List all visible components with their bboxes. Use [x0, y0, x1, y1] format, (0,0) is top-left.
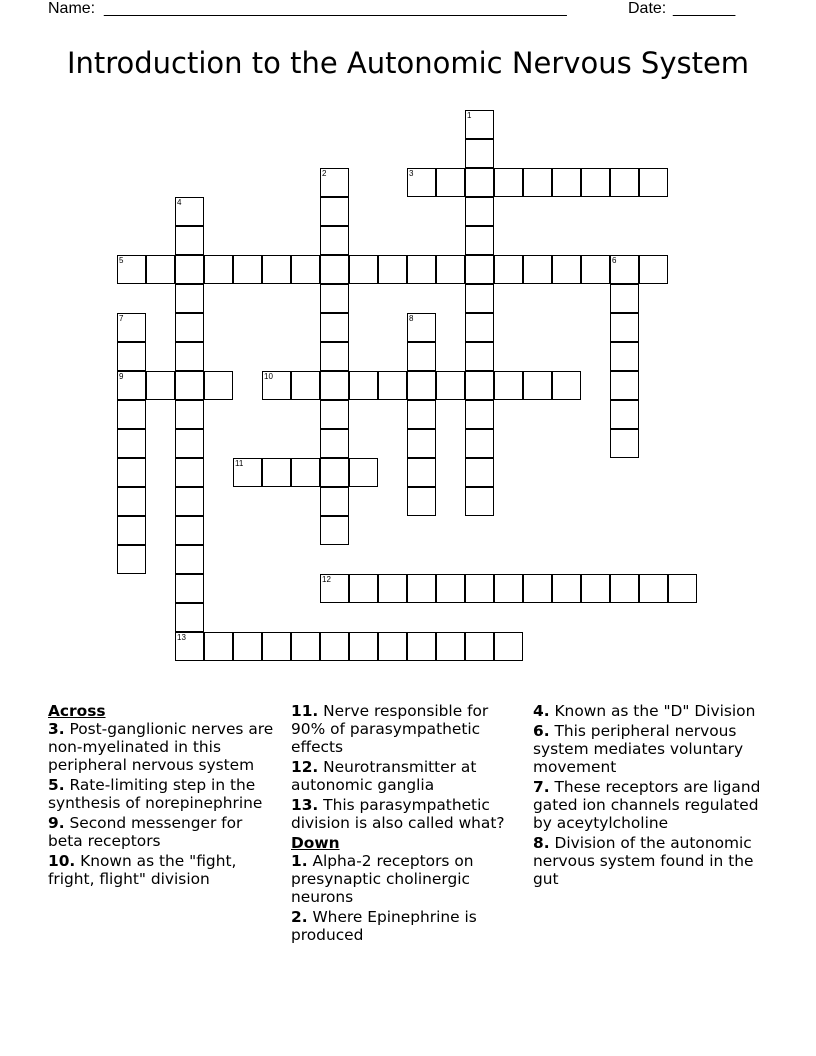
clue-number: 12.	[291, 758, 319, 776]
crossword-cell[interactable]	[175, 487, 204, 516]
crossword-cell[interactable]	[494, 632, 523, 661]
clue-text: Division of the autonomic nervous system found in the gut	[533, 834, 754, 888]
crossword-cell[interactable]	[204, 255, 233, 284]
crossword-cell[interactable]	[320, 458, 349, 487]
crossword-cell[interactable]	[436, 632, 465, 661]
crossword-cell[interactable]	[175, 632, 204, 661]
clue-text: Where Epinephrine is produced	[291, 908, 477, 944]
crossword-cell[interactable]	[320, 487, 349, 516]
clue-down-1	[291, 852, 523, 906]
crossword-cell[interactable]	[552, 574, 581, 603]
crossword-cell[interactable]	[465, 458, 494, 487]
cell-number: 6	[612, 256, 617, 265]
crossword-cell[interactable]	[610, 400, 639, 429]
crossword-cell[interactable]	[610, 371, 639, 400]
crossword-cell[interactable]	[407, 574, 436, 603]
across-heading: Across	[48, 702, 106, 720]
crossword-cell[interactable]	[465, 139, 494, 168]
crossword-cell[interactable]	[465, 487, 494, 516]
crossword-cell[interactable]	[407, 255, 436, 284]
crossword-cell[interactable]	[610, 429, 639, 458]
crossword-cell[interactable]	[407, 313, 436, 342]
crossword-cell[interactable]	[175, 284, 204, 313]
page-title: Introduction to the Autonomic Nervous System	[66, 46, 750, 80]
crossword-cell[interactable]	[436, 255, 465, 284]
clue-down-7	[533, 778, 765, 832]
crossword-cell[interactable]	[465, 371, 494, 400]
crossword-cell[interactable]	[465, 110, 494, 139]
crossword-cell[interactable]	[175, 458, 204, 487]
crossword-cell[interactable]	[523, 255, 552, 284]
crossword-cell[interactable]	[146, 371, 175, 400]
crossword-cell[interactable]	[175, 371, 204, 400]
crossword-cell[interactable]	[117, 516, 146, 545]
clue-down-8	[533, 834, 765, 888]
clue-number: 10.	[48, 852, 76, 870]
cell-number: 9	[119, 372, 124, 381]
clue-across-13	[291, 796, 523, 832]
cell-number: 5	[119, 256, 124, 265]
crossword-cell[interactable]	[668, 574, 697, 603]
crossword-cell[interactable]	[639, 168, 668, 197]
crossword-cell[interactable]	[465, 574, 494, 603]
crossword-cell[interactable]	[291, 632, 320, 661]
clue-number: 2.	[291, 908, 308, 926]
crossword-cell[interactable]	[117, 545, 146, 574]
cell-number: 4	[177, 198, 182, 207]
crossword-cell[interactable]	[175, 255, 204, 284]
crossword-cell[interactable]	[494, 371, 523, 400]
crossword-cell[interactable]	[610, 255, 639, 284]
crossword-cell[interactable]	[320, 168, 349, 197]
crossword-cell[interactable]	[465, 226, 494, 255]
crossword-cell[interactable]	[581, 168, 610, 197]
crossword-cell[interactable]	[552, 255, 581, 284]
crossword-cell[interactable]	[349, 458, 378, 487]
clue-text: Second messenger for beta receptors	[48, 814, 243, 850]
cell-number: 3	[409, 169, 414, 178]
crossword-cell[interactable]	[117, 342, 146, 371]
cell-number: 7	[119, 314, 124, 323]
crossword-cell[interactable]	[465, 168, 494, 197]
crossword-cell[interactable]	[175, 429, 204, 458]
clue-across-12	[291, 758, 523, 794]
crossword-cell[interactable]	[175, 342, 204, 371]
clue-number: 11.	[291, 702, 319, 720]
crossword-cell[interactable]	[407, 487, 436, 516]
crossword-cell[interactable]	[320, 400, 349, 429]
crossword-cell[interactable]	[233, 255, 262, 284]
crossword-cell[interactable]	[494, 574, 523, 603]
crossword-cell[interactable]	[175, 197, 204, 226]
crossword-cell[interactable]	[117, 429, 146, 458]
clue-text: These receptors are ligand gated ion channels regulated by aceytylcholine	[533, 778, 761, 832]
crossword-cell[interactable]	[175, 400, 204, 429]
crossword-cell[interactable]	[465, 632, 494, 661]
clue-text: Rate-limiting step in the synthesis of norepinephrine	[48, 776, 263, 812]
crossword-cell[interactable]	[262, 632, 291, 661]
crossword-cell[interactable]	[349, 632, 378, 661]
crossword-cell[interactable]	[465, 313, 494, 342]
crossword-cell[interactable]	[320, 429, 349, 458]
clue-column-2	[291, 702, 523, 946]
cell-number: 12	[322, 575, 331, 584]
crossword-cell[interactable]	[523, 574, 552, 603]
cell-number: 8	[409, 314, 414, 323]
crossword-cell[interactable]	[610, 168, 639, 197]
crossword-cell[interactable]	[117, 371, 146, 400]
crossword-cell[interactable]	[610, 313, 639, 342]
crossword-cell[interactable]	[610, 342, 639, 371]
crossword-cell[interactable]	[175, 574, 204, 603]
crossword-cell[interactable]	[262, 255, 291, 284]
date-blank[interactable]: _______	[673, 0, 736, 17]
crossword-cell[interactable]	[436, 574, 465, 603]
clue-text: This peripheral nervous system mediates voluntary movement	[533, 722, 744, 776]
crossword-cell[interactable]	[407, 371, 436, 400]
crossword-cell[interactable]	[552, 168, 581, 197]
crossword-cell[interactable]	[117, 255, 146, 284]
crossword-cell[interactable]	[407, 168, 436, 197]
crossword-cell[interactable]	[175, 545, 204, 574]
crossword-cell[interactable]	[378, 632, 407, 661]
crossword-cell[interactable]	[523, 168, 552, 197]
clue-text: Known as the "D" Division	[554, 702, 756, 720]
crossword-cell[interactable]	[465, 255, 494, 284]
crossword-cell[interactable]	[204, 371, 233, 400]
crossword-cell[interactable]	[610, 284, 639, 313]
name-blank[interactable]: ____________________________________________________	[104, 0, 567, 17]
cell-number: 13	[177, 633, 186, 642]
clue-number: 6.	[533, 722, 550, 740]
crossword-cell[interactable]	[465, 284, 494, 313]
clue-number: 9.	[48, 814, 65, 832]
crossword-cell[interactable]	[349, 371, 378, 400]
crossword-cell[interactable]	[233, 458, 262, 487]
cell-number: 2	[322, 169, 327, 178]
crossword-cell[interactable]	[117, 458, 146, 487]
crossword-cell[interactable]	[494, 255, 523, 284]
crossword-cell[interactable]	[320, 342, 349, 371]
clue-number: 5.	[48, 776, 65, 794]
crossword-cell[interactable]	[494, 168, 523, 197]
crossword-cell[interactable]	[407, 342, 436, 371]
clue-number: 4.	[533, 702, 550, 720]
down-heading: Down	[291, 834, 340, 852]
clue-across-3	[48, 720, 280, 774]
crossword-cell[interactable]	[465, 400, 494, 429]
clue-across-10	[48, 852, 280, 888]
clue-number: 7.	[533, 778, 550, 796]
crossword-cell[interactable]	[320, 632, 349, 661]
clue-number: 13.	[291, 796, 319, 814]
date-label: Date:	[628, 0, 667, 17]
crossword-cell[interactable]	[291, 371, 320, 400]
clue-text: This parasympathetic division is also called what?	[291, 796, 505, 832]
crossword-cell[interactable]	[407, 458, 436, 487]
crossword-cell[interactable]	[407, 400, 436, 429]
crossword-cell[interactable]	[175, 603, 204, 632]
crossword-cell[interactable]	[320, 574, 349, 603]
crossword-cell[interactable]	[262, 371, 291, 400]
cell-number: 10	[264, 372, 273, 381]
name-label: Name:	[48, 0, 96, 17]
crossword-cell[interactable]	[320, 284, 349, 313]
crossword-cell[interactable]	[117, 400, 146, 429]
crossword-cell[interactable]	[320, 313, 349, 342]
crossword-cell[interactable]	[175, 313, 204, 342]
crossword-cell[interactable]	[407, 632, 436, 661]
clue-across-9	[48, 814, 280, 850]
crossword-cell[interactable]	[436, 168, 465, 197]
crossword-cell[interactable]	[320, 516, 349, 545]
clue-text: Known as the "fight, fright, flight" division	[48, 852, 237, 888]
crossword-cell[interactable]	[146, 255, 175, 284]
clue-across-11	[291, 702, 523, 756]
crossword-cell[interactable]	[175, 516, 204, 545]
crossword-cell[interactable]	[378, 574, 407, 603]
cell-number: 11	[235, 459, 244, 468]
crossword-cell[interactable]	[610, 574, 639, 603]
clue-down-4	[533, 702, 765, 720]
clue-number: 1.	[291, 852, 308, 870]
clue-column-3	[533, 702, 765, 890]
crossword-cell[interactable]	[552, 371, 581, 400]
crossword-cell[interactable]	[378, 255, 407, 284]
crossword-cell[interactable]	[233, 632, 262, 661]
clue-text: Post-ganglionic nerves are non-myelinated in this peripheral nervous system	[48, 720, 274, 774]
crossword-cell[interactable]	[204, 632, 233, 661]
crossword-cell[interactable]	[262, 458, 291, 487]
crossword-cell[interactable]	[320, 197, 349, 226]
crossword-cell[interactable]	[378, 371, 407, 400]
clue-number: 3.	[48, 720, 65, 738]
cell-number: 1	[467, 111, 472, 120]
crossword-cell[interactable]	[465, 197, 494, 226]
crossword-cell[interactable]	[465, 342, 494, 371]
crossword-cell[interactable]	[581, 255, 610, 284]
crossword-cell[interactable]	[291, 458, 320, 487]
crossword-cell[interactable]	[639, 574, 668, 603]
crossword-cell[interactable]	[465, 429, 494, 458]
crossword-cell[interactable]	[320, 371, 349, 400]
clue-text: Neurotransmitter at autonomic ganglia	[291, 758, 477, 794]
clue-down-6	[533, 722, 765, 776]
crossword-cell[interactable]	[349, 574, 378, 603]
crossword-cell[interactable]	[291, 255, 320, 284]
crossword-cell[interactable]	[407, 429, 436, 458]
clue-column-1	[48, 702, 280, 890]
crossword-cell[interactable]	[581, 574, 610, 603]
clue-down-2	[291, 908, 523, 944]
clue-text: Alpha-2 receptors on presynaptic cholinergic neurons	[291, 852, 474, 906]
crossword-cell[interactable]	[320, 255, 349, 284]
clue-number: 8.	[533, 834, 550, 852]
crossword-cell[interactable]	[320, 226, 349, 255]
crossword-cell[interactable]	[436, 371, 465, 400]
crossword-cell[interactable]	[349, 255, 378, 284]
crossword-cell[interactable]	[117, 487, 146, 516]
clue-across-5	[48, 776, 280, 812]
crossword-cell[interactable]	[175, 226, 204, 255]
crossword-cell[interactable]	[523, 371, 552, 400]
clue-text: Nerve responsible for 90% of parasympathetic effects	[291, 702, 489, 756]
crossword-cell[interactable]	[639, 255, 668, 284]
crossword-cell[interactable]	[117, 313, 146, 342]
